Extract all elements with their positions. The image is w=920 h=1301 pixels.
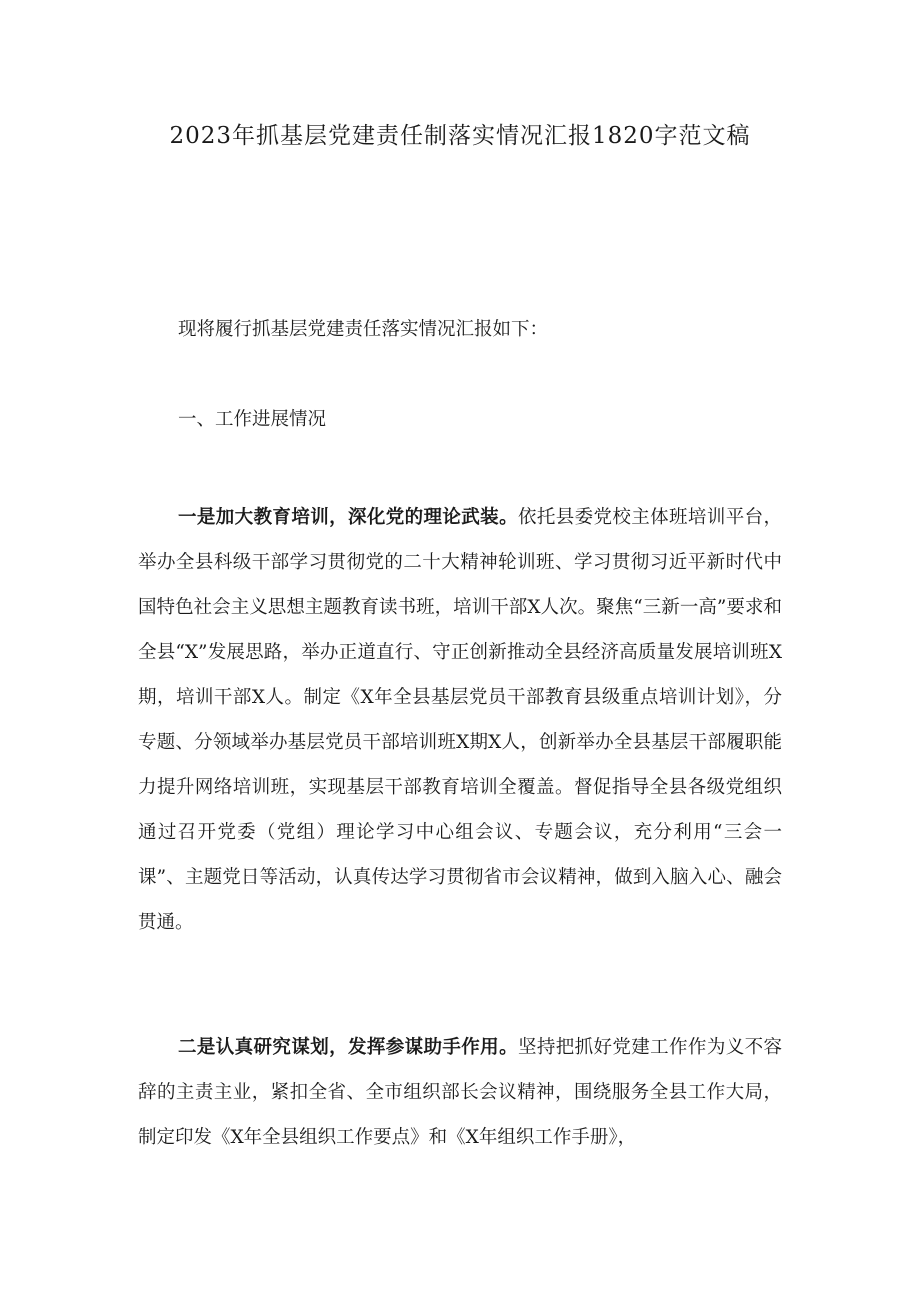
paragraph-lead: 二是认真研究谋划，发挥参谋助手作用。 <box>178 1037 518 1058</box>
document-title: 2023年抓基层党建责任制落实情况汇报1820字范文稿 <box>169 123 751 149</box>
intro-paragraph: 现将履行抓基层党建责任落实情况汇报如下： <box>178 319 549 340</box>
paragraph-lead: 一是加大教育培训，深化党的理论武装。 <box>178 507 518 528</box>
section-heading: 一、工作进展情况 <box>178 409 327 430</box>
paragraph-body: 坚持把抓好党建工作作为义不容辞的主责主业，紧扣全省、全市组织部长会议精神，围绕服务全县工作大局，制定印发《X年全县组织工作要点》和《X年组织工作手册》， <box>138 1037 782 1148</box>
body-paragraph <box>138 495 782 945</box>
paragraph-body: 依托县委党校主体班培训平台，举办全县科级干部学习贯彻党的二十大精神轮训班、学习贯彻习近平新时代中国特色社会主义思想主题教育读书班，培训干部X人次。聚焦“三新一高”要求和全县“X”发展思路，举办正道直行、守正创新推动全县经济高质量发展培训班X期，培训干部X人。制定《X年全县基层党员干部教育县级重点培训计划》，分专题、分领域举办基层党员干部培训班X期X人，创新举办全县基层干部履职能力提升网络培训班，实现基层干部教育培训全覆盖。督促指导全县各级党组织通过召开党委（党组）理论学习中心组会议、专题会议，充分利用“三会一课”、主题党日等活动，认真传达学习贯彻省市会议精神，做到入脑入心、融会贯通。 <box>138 507 782 933</box>
body-paragraph <box>138 1025 782 1160</box>
